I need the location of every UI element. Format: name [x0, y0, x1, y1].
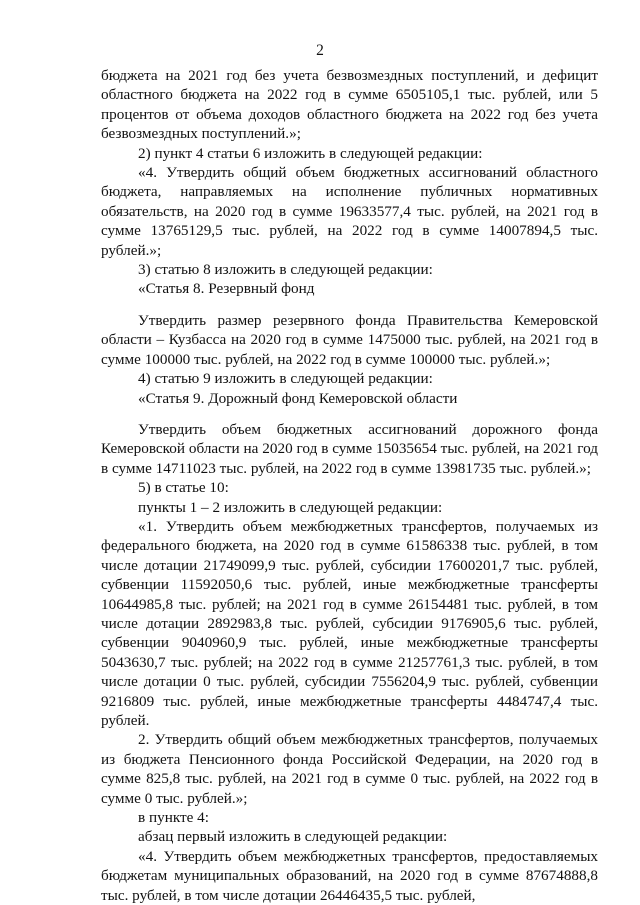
- paragraph-pension-fund-transfers: 2. Утвердить общий объем межбюджетных трансфертов, получаемых из бюджета Пенсионного фонда Российской Федерации, на 2020 год в сумме 825,8 тыс. рублей, на 2021 год в сумме 0 тыс. рублей, на 2022 год в сумме 0 тыс. рублей.»;: [101, 731, 598, 807]
- paragraph-public-obligations: «4. Утвердить общий объем бюджетных ассигнований областного бюджета, направляемых на исполнение публичных нормативных обязательств, на 2020 год в сумме 19633577,4 тыс. рублей, на 2021 год в сумме 13765129,5 тыс. рублей, на 2022 год в сумме 14007894,5 тыс. рублей.»;: [101, 164, 598, 259]
- paragraph-municipal-transfers: «4. Утвердить объем межбюджетных трансфертов, предоставляемых бюджетам муниципальных образований, на 2020 год в сумме 87674888,8 тыс. рублей, в том числе дотации 26446435,5 тыс. рублей,: [101, 847, 598, 904]
- paragraph-item-5: 5) в статье 10:: [138, 479, 229, 497]
- page-number: 2: [316, 42, 324, 59]
- paragraph-item-3: 3) статью 8 изложить в следующей редакции:: [138, 261, 433, 279]
- paragraph-road-fund: Утвердить объем бюджетных ассигнований дорожного фонда Кемеровской области на 2020 год в сумме 15035654 тыс. рублей, на 2021 год в сумме 14711023 тыс. рублей, на 2022 год в сумме 13981735 тыс. рублей.»;: [101, 420, 598, 477]
- spacer: [101, 408, 598, 420]
- paragraph-first-abzac: абзац первый изложить в следующей редакции:: [138, 828, 448, 846]
- spacer: [101, 299, 598, 311]
- article-8-heading: «Статья 8. Резервный фонд: [138, 280, 315, 298]
- article-9-heading: «Статья 9. Дорожный фонд Кемеровской области: [138, 389, 458, 407]
- paragraph-item-2: 2) пункт 4 статьи 6 изложить в следующей редакции:: [138, 144, 483, 162]
- document-body: [101, 66, 598, 905]
- paragraph-reserve-fund: Утвердить размер резервного фонда Правительства Кемеровской области – Кузбасса на 2020 год в сумме 1475000 тыс. рублей, на 2021 год в сумме 100000 тыс. рублей, на 2022 год в сумме 100000 тыс. рублей.»;: [101, 311, 598, 368]
- paragraph-federal-transfers: «1. Утвердить объем межбюджетных трансфертов, получаемых из федерального бюджета, на 2020 год в сумме 61586338 тыс. рублей, в том числе дотации 21749099,9 тыс. рублей, субсидии 17600201,7 тыс. рублей, субвенции 11592050,6 тыс. рублей, иные межбюджетные трансферты 10644985,8 тыс. рублей; на 2021 год в сумме 26154481 тыс. рублей, в том числе дотации 2892983,8 тыс. рублей, субсидии 9176905,6 тыс. рублей, субвенции 9040960,9 тыс. рублей, иные межбюджетные трансферты 5043630,7 тыс. рублей; на 2022 год в сумме 21257761,3 тыс. рублей, в том числе дотации 0 тыс. рублей, субсидии 7556204,9 тыс. рублей, субвенции 9216809 тыс. рублей, иные межбюджетные трансферты 4484747,4 тыс. рублей.: [101, 517, 598, 729]
- paragraph-in-item-4: в пункте 4:: [138, 809, 209, 827]
- paragraph-deficit-continuation: бюджета на 2021 год без учета безвозмездных поступлений, и дефицит областного бюджета на 2022 год в сумме 6505105,1 тыс. рублей, или 5 процентов от объема доходов областного бюджета на 2022 год без учета безвозмездных поступлений.»;: [101, 67, 598, 143]
- paragraph-item-4: 4) статью 9 изложить в следующей редакции:: [138, 370, 433, 388]
- paragraph-items-1-2: пункты 1 – 2 изложить в следующей редакции:: [138, 498, 443, 516]
